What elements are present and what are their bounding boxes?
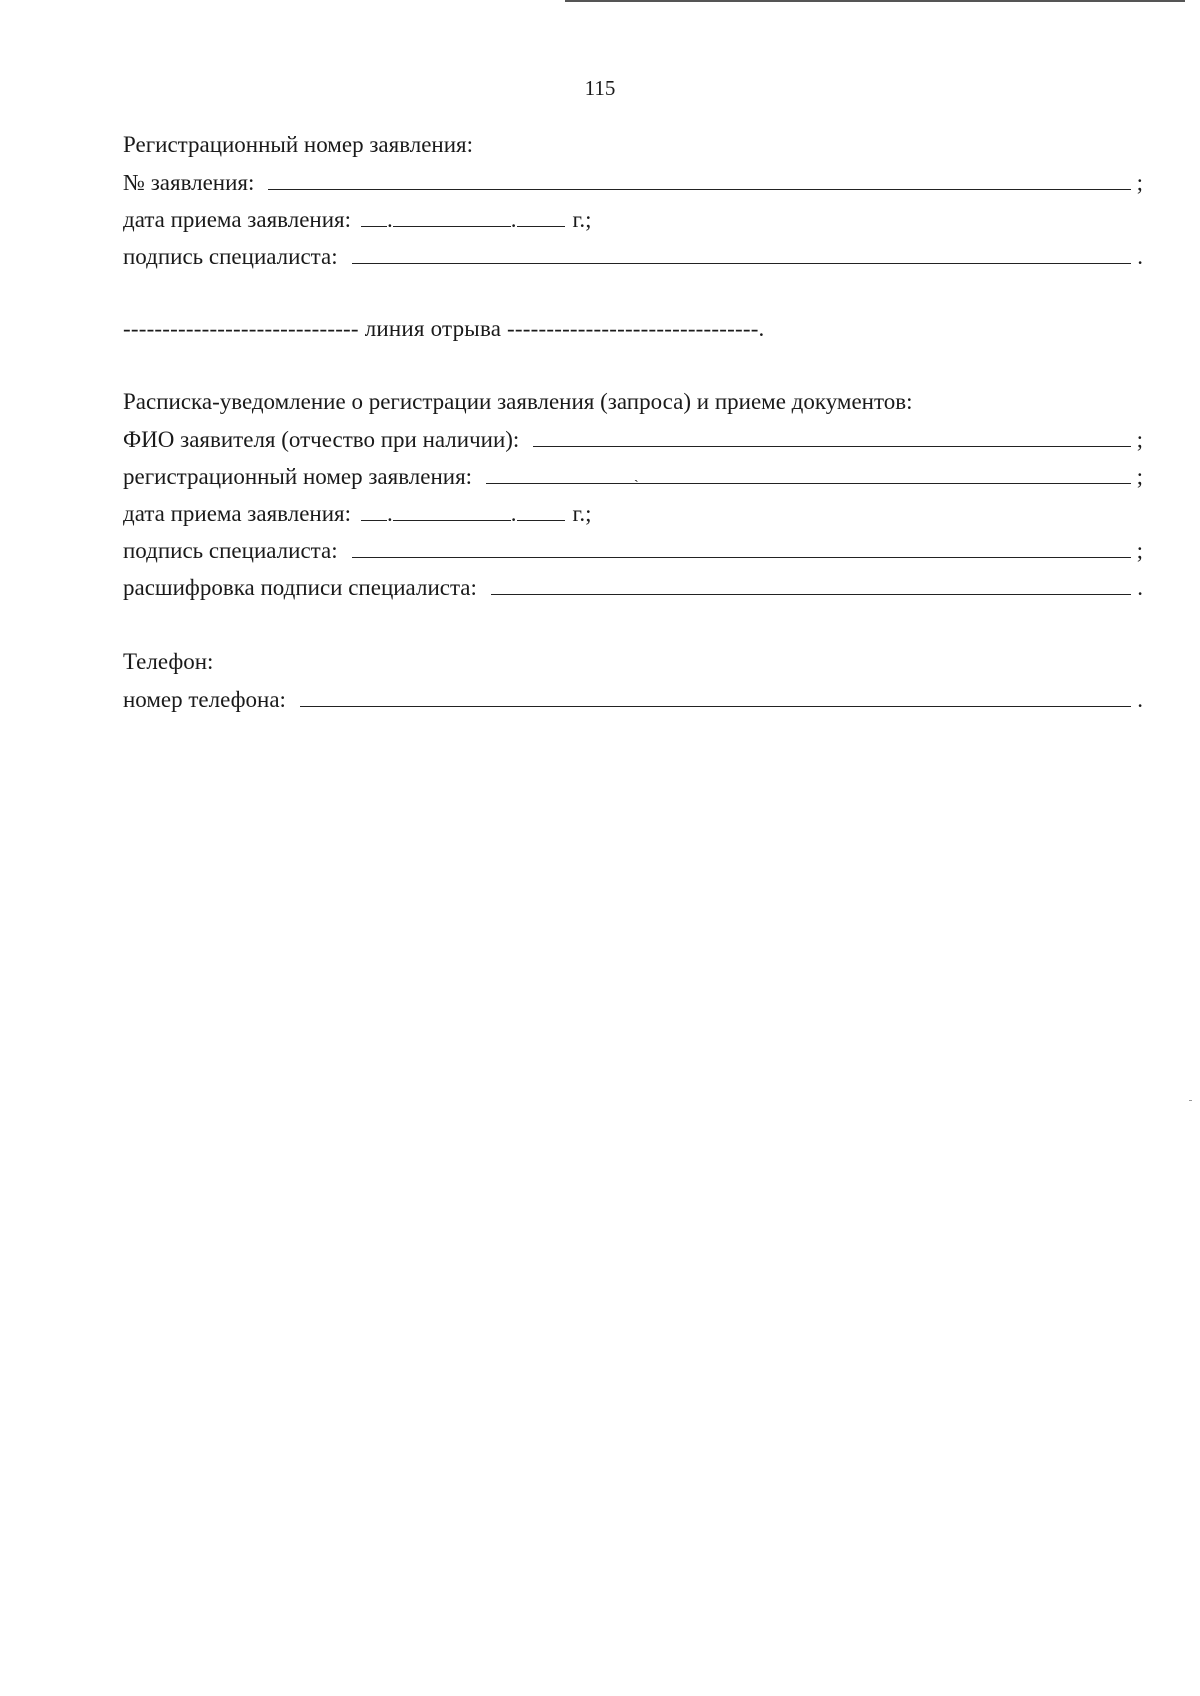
- receipt-date-year-field-2[interactable]: [517, 500, 565, 521]
- stray-mark: ˎ: [634, 468, 639, 483]
- date-separator: .: [510, 501, 517, 526]
- application-number-end: ;: [1136, 170, 1143, 195]
- phone-number-end: .: [1137, 687, 1143, 712]
- specialist-signature-label: подпись специалиста:: [123, 244, 338, 269]
- receipt-date-row: [123, 206, 1143, 243]
- signature-decoding-field[interactable]: [491, 574, 1131, 595]
- specialist-signature-row-2: [123, 537, 1143, 574]
- receipt-date-row-2: [123, 500, 1143, 537]
- receipt-notice-heading: Расписка-уведомление о регистрации заявления (запроса) и приеме документов:: [123, 389, 913, 414]
- receipt-date-label: дата приема заявления:: [123, 207, 351, 232]
- receipt-date-year-field[interactable]: [517, 206, 565, 227]
- receipt-date-month-field[interactable]: [393, 206, 511, 227]
- specialist-signature-end: .: [1137, 244, 1143, 269]
- registration-number-row: [123, 463, 1143, 500]
- registration-heading: Регистрационный номер заявления:: [123, 132, 474, 157]
- signature-decoding-label: расшифровка подписи специалиста:: [123, 575, 477, 600]
- tear-line: ------------------------------ линия отрыва --------------------------------.: [123, 316, 765, 341]
- phone-heading: Телефон:: [123, 649, 214, 674]
- signature-decoding-end: .: [1137, 575, 1143, 600]
- registration-number-field[interactable]: [486, 463, 1131, 484]
- date-year-suffix-2: г.;: [572, 501, 592, 526]
- registration-number-end: ;: [1136, 464, 1143, 489]
- specialist-signature-field-2[interactable]: [352, 537, 1131, 558]
- scan-edge-line: [565, 0, 1185, 2]
- applicant-name-field[interactable]: [533, 426, 1130, 447]
- page-number: 115: [584, 76, 616, 100]
- receipt-date-month-field-2[interactable]: [393, 500, 511, 521]
- specialist-signature-end-2: ;: [1136, 538, 1143, 563]
- phone-number-label: номер телефона:: [123, 687, 286, 712]
- date-year-suffix: г.;: [572, 207, 592, 232]
- receipt-date-day-field-2[interactable]: [361, 500, 387, 521]
- specialist-signature-field[interactable]: [352, 243, 1132, 264]
- receipt-date-label-2: дата приема заявления:: [123, 501, 351, 526]
- application-number-label: № заявления:: [123, 170, 255, 195]
- date-separator: .: [387, 501, 393, 526]
- receipt-date-day-field[interactable]: [361, 206, 387, 227]
- date-separator: .: [387, 207, 393, 232]
- signature-decoding-row: [123, 574, 1143, 611]
- applicant-name-label: ФИО заявителя (отчество при наличии):: [123, 427, 520, 452]
- application-number-row: [123, 169, 1143, 206]
- applicant-name-row: [123, 426, 1143, 463]
- form-content: [123, 132, 1143, 723]
- phone-number-field[interactable]: [300, 686, 1131, 707]
- application-number-field[interactable]: [268, 169, 1130, 190]
- registration-number-label: регистрационный номер заявления:: [123, 464, 473, 489]
- applicant-name-end: ;: [1136, 427, 1143, 452]
- scan-speck: [1189, 1100, 1192, 1101]
- date-separator: .: [510, 207, 517, 232]
- specialist-signature-row: [123, 243, 1143, 280]
- specialist-signature-label-2: подпись специалиста:: [123, 538, 338, 563]
- phone-number-row: [123, 686, 1143, 723]
